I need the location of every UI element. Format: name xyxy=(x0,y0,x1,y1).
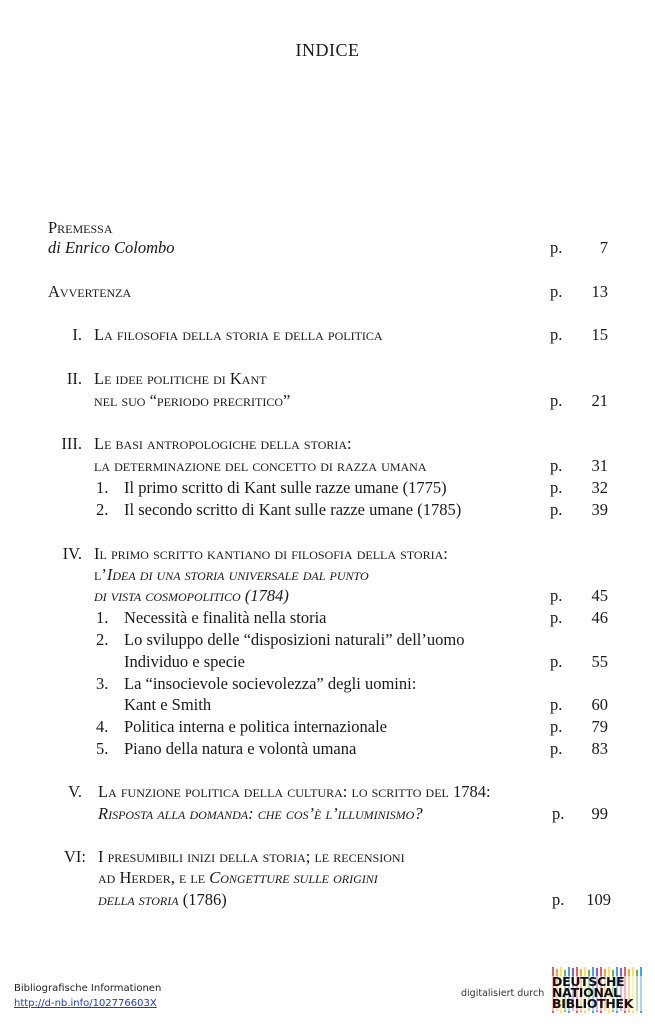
toc-chapter-6-line2 xyxy=(0,868,655,890)
title-year: 1784: xyxy=(452,782,491,801)
chapter-number: IV. xyxy=(62,544,82,563)
toc-chapter-3-line2 xyxy=(0,456,655,478)
dnb-logo-line3: BIBLIOTHEK xyxy=(552,996,634,1011)
page-prefix: p. xyxy=(550,652,563,671)
page-prefix: p. xyxy=(550,739,563,758)
page-number: 39 xyxy=(591,500,608,519)
page-number: 45 xyxy=(591,586,608,605)
page-number: 99 xyxy=(591,804,608,823)
section-title: Il secondo scritto di Kant sulle razze umane (1785) xyxy=(124,500,462,519)
section-number: 1. xyxy=(96,478,109,497)
dnb-logo-line2: NATIONAL xyxy=(552,985,621,1000)
chapter-number: I. xyxy=(72,325,82,344)
section-number: 1. xyxy=(96,608,109,627)
toc-chapter-5 xyxy=(0,782,655,804)
page-number: 79 xyxy=(591,717,608,736)
section-title: Il primo scritto di Kant sulle razze umane (1775) xyxy=(124,478,447,497)
page-prefix: p. xyxy=(550,478,563,497)
entry-author: di Enrico Colombo xyxy=(48,238,175,257)
chapter-number: VI: xyxy=(64,847,86,866)
chapter-title-line3 xyxy=(98,890,227,910)
toc-chapter-5-line2 xyxy=(0,804,655,826)
page-prefix: p. xyxy=(550,608,563,627)
chapter-title-line2 xyxy=(94,565,369,585)
page-number: 55 xyxy=(591,652,608,671)
toc-chapter-6 xyxy=(0,847,655,869)
page-number: 32 xyxy=(591,478,608,497)
entry-label: Premessa xyxy=(48,218,113,237)
entry-label: Avvertenza xyxy=(48,282,132,301)
page-number: 60 xyxy=(591,695,608,714)
page-title: INDICE xyxy=(295,40,360,60)
page-prefix: p. xyxy=(550,325,563,344)
work-year: (1786) xyxy=(182,890,227,909)
page-number: 13 xyxy=(591,282,608,301)
section-number: 2. xyxy=(96,630,109,649)
toc-section xyxy=(0,608,655,630)
toc-entry-premessa-author xyxy=(0,238,655,260)
title-prefix: ad Herder, e le xyxy=(98,868,206,887)
digitized-by-label: digitalisiert durch xyxy=(461,988,545,999)
biblio-link-wrap xyxy=(14,998,157,1009)
chapter-title-line1: I presumibili inizi della storia; le recensioni xyxy=(98,847,405,866)
section-title: Necessità e finalità nella storia xyxy=(124,608,327,627)
toc-chapter-2-line2 xyxy=(0,391,655,413)
section-number: 4. xyxy=(96,717,109,736)
page-prefix: p. xyxy=(550,456,563,475)
dnb-logo-line1: DEUTSCHE xyxy=(552,974,625,989)
toc-section xyxy=(0,630,655,652)
toc-chapter-4-line2 xyxy=(0,565,655,587)
page-prefix: p. xyxy=(550,500,563,519)
biblio-label: Bibliografische Informationen xyxy=(14,983,162,994)
page-prefix: p. xyxy=(550,586,563,605)
section-title: Politica interna e politica internazionale xyxy=(124,717,387,736)
section-number: 5. xyxy=(96,739,109,758)
page-number: 15 xyxy=(591,325,608,344)
toc-entry-premessa xyxy=(0,218,655,240)
work-title-cont: della storia xyxy=(98,890,179,909)
toc-chapter-3 xyxy=(0,434,655,456)
section-title-line1: La “insocievole socievolezza” degli uomini: xyxy=(124,674,417,693)
chapter-number: II. xyxy=(66,369,82,388)
chapter-title-line1: Le basi antropologiche della storia: xyxy=(94,434,352,453)
page-prefix: p. xyxy=(550,238,563,257)
toc-section-cont xyxy=(0,695,655,717)
toc-section xyxy=(0,674,655,696)
toc-entry-avvertenza xyxy=(0,282,655,304)
page-prefix: p. xyxy=(550,282,563,301)
section-title: Piano della natura e volontà umana xyxy=(124,739,357,758)
page-number: 83 xyxy=(591,739,608,758)
section-title-line2: Individuo e specie xyxy=(124,652,245,671)
toc-section xyxy=(0,739,655,761)
toc-chapter-4 xyxy=(0,544,655,566)
title-prefix: l’ xyxy=(94,565,107,584)
chapter-number: V. xyxy=(68,782,82,801)
page-number: 7 xyxy=(599,238,608,257)
toc-chapter-1 xyxy=(0,325,655,347)
chapter-title: La filosofia della storia e della politica xyxy=(94,325,383,344)
page-prefix: p. xyxy=(550,695,563,714)
chapter-number: III. xyxy=(61,434,82,453)
page-prefix: p. xyxy=(550,391,563,410)
section-number: 3. xyxy=(96,674,109,693)
page-prefix: p. xyxy=(550,717,563,736)
toc-section xyxy=(0,478,655,500)
chapter-title-line1: Il primo scritto kantiano di filosofia della storia: xyxy=(94,544,448,563)
page-prefix: p. xyxy=(552,890,565,909)
work-title-cont: di vista cosmopolitico xyxy=(94,586,241,605)
page-number: 21 xyxy=(591,391,608,410)
title-end: ? xyxy=(414,804,423,823)
page-number: 31 xyxy=(591,456,608,475)
dnb-logo-text xyxy=(552,976,643,1009)
page-prefix: p. xyxy=(552,804,565,823)
page-number: 109 xyxy=(586,890,611,909)
toc-section-cont xyxy=(0,652,655,674)
work-title: Risposta alla domanda: che cos’è l’illuminismo xyxy=(98,804,415,823)
chapter-title-line2 xyxy=(98,868,378,888)
title-text: La funzione politica della cultura: lo scritto del xyxy=(98,782,449,801)
toc-chapter-6-line3 xyxy=(0,890,655,912)
chapter-title-line2: la determinazione del concetto di razza umana xyxy=(94,456,427,475)
page-number: 46 xyxy=(591,608,608,627)
toc-chapter-4-line3 xyxy=(0,586,655,608)
toc-section xyxy=(0,717,655,739)
chapter-title-line2 xyxy=(98,804,423,824)
toc-chapter-2 xyxy=(0,369,655,391)
chapter-title-line1 xyxy=(98,782,491,802)
dnb-logo xyxy=(551,967,643,1013)
work-title: Congetture sulle origini xyxy=(209,868,378,887)
chapter-title-line1: Le idee politiche di Kant xyxy=(94,369,267,388)
section-title-line1: Lo sviluppo delle “disposizioni naturali” dell’uomo xyxy=(124,630,465,649)
work-year: (1784) xyxy=(244,586,289,605)
section-number: 2. xyxy=(96,500,109,519)
biblio-link[interactable]: http://d-nb.info/102776603X xyxy=(14,998,157,1009)
toc-section xyxy=(0,500,655,522)
chapter-title-line3 xyxy=(94,586,289,606)
section-title-line2: Kant e Smith xyxy=(124,695,212,714)
chapter-title-line2: nel suo “periodo precritico” xyxy=(94,391,291,410)
work-title: Idea di una storia universale dal punto xyxy=(106,565,369,584)
